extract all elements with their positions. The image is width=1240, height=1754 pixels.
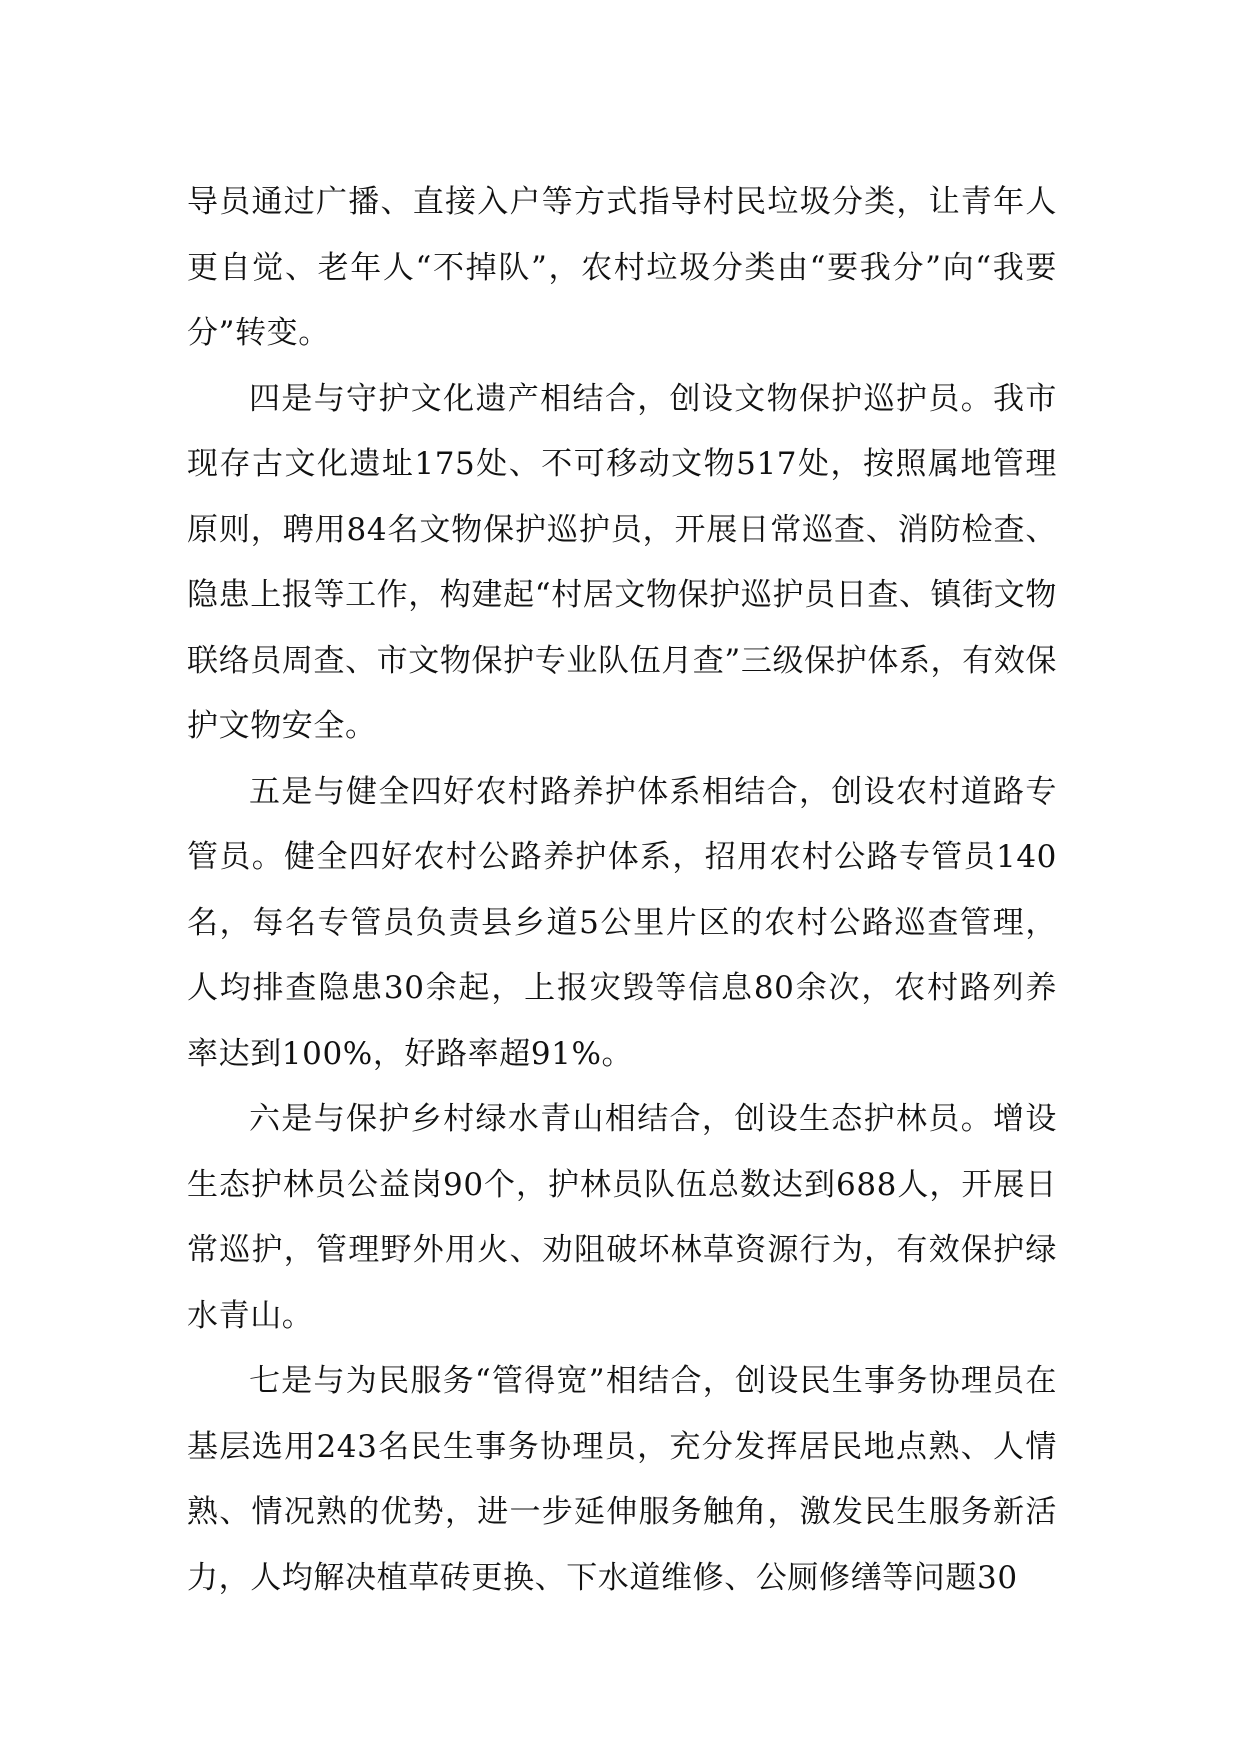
paragraph-4: 六是与保护乡村绿水青山相结合，创设生态护林员。增设生态护林员公益岗90个，护林员队伍总数达到688人，开展日常巡护，管理野外用火、劝阻破坏林草资源行为，有效保护绿水青山。 — [187, 1101, 1057, 1334]
paragraph-2: 四是与守护文化遗产相结合，创设文物保护巡护员。我市现存古文化遗址175处、不可移动文物517处，按照属地管理原则，聘用84名文物保护巡护员，开展日常巡查、消防检查、隐患上报等工作，构建起“村居文物保护巡护员日查、镇街文物联络员周查、市文物保护专业队伍月查”三级保护体系，有效保护文物安全。 — [187, 380, 1057, 744]
document-page — [187, 170, 1057, 1611]
paragraph-5: 七是与为民服务“管得宽”相结合，创设民生事务协理员在基层选用243名民生事务协理员，充分发挥居民地点熟、人情熟、情况熟的优势，进一步延伸服务触角，激发民生服务新活力，人均解决植草砖更换、下水道维修、公厕修缮等问题30 — [187, 1363, 1057, 1596]
paragraph-1: 导员通过广播、直接入户等方式指导村民垃圾分类，让青年人更自觉、老年人“不掉队”，农村垃圾分类由“要我分”向“我要分”转变。 — [187, 184, 1057, 351]
paragraph-3: 五是与健全四好农村路养护体系相结合，创设农村道路专管员。健全四好农村公路养护体系，招用农村公路专管员140名，每名专管员负责县乡道5公里片区的农村公路巡查管理，人均排查隐患30余起，上报灾毁等信息80余次，农村路列养率达到100%，好路率超91%。 — [187, 773, 1057, 1072]
